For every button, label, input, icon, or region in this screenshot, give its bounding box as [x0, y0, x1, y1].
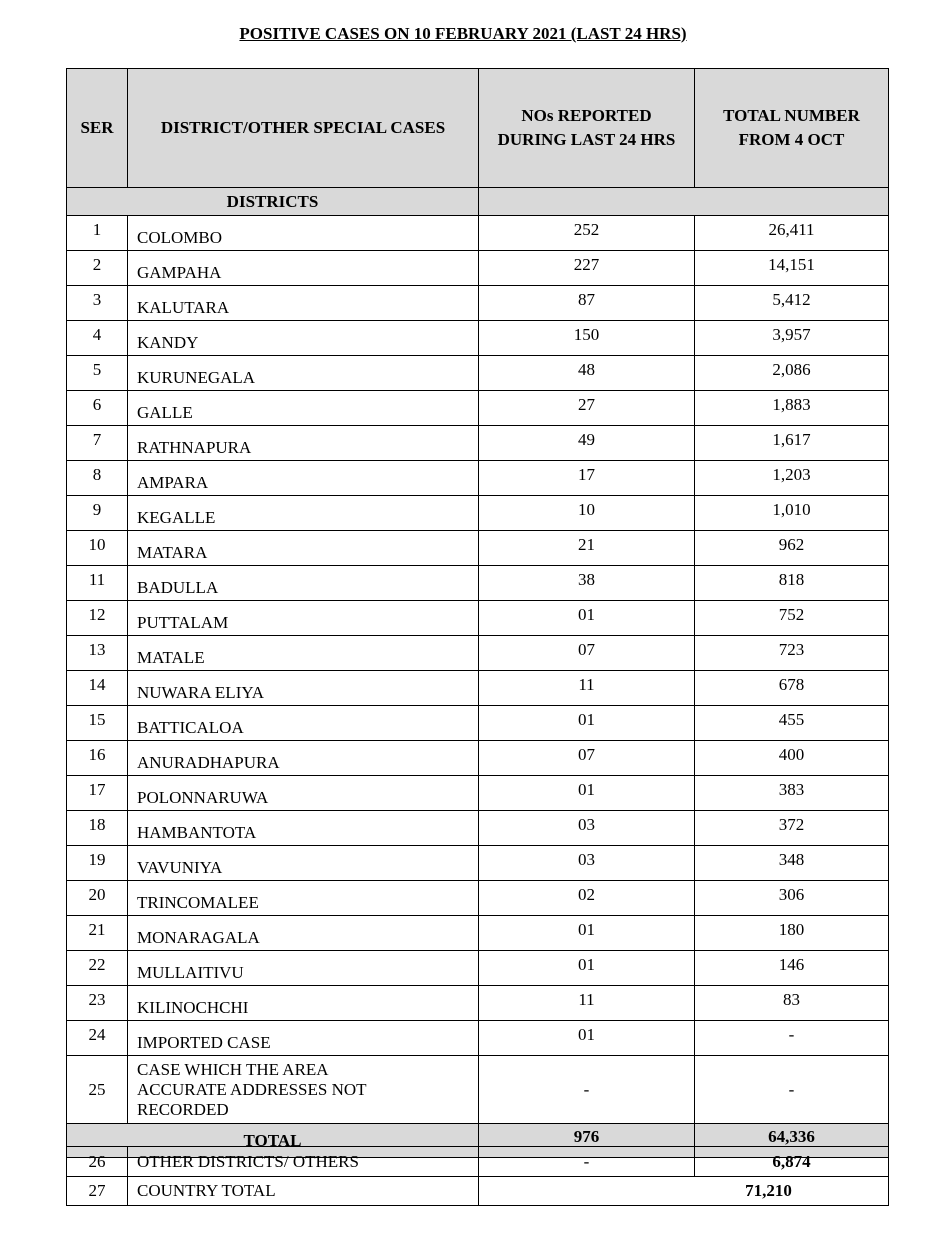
row-ser: 18	[67, 811, 128, 846]
country-total: 71,210	[479, 1177, 889, 1206]
table-row	[67, 251, 889, 286]
table-row	[67, 811, 889, 846]
row-total: 400	[695, 741, 889, 776]
table-row	[67, 496, 889, 531]
row-reported: 27	[479, 391, 695, 426]
row-ser: 22	[67, 951, 128, 986]
row-ser: 1	[67, 216, 128, 251]
header-district	[128, 69, 479, 188]
row-district: NUWARA ELIYA	[128, 671, 479, 706]
table-row	[67, 216, 889, 251]
row-ser: 15	[67, 706, 128, 741]
header-reported-text: NOs REPORTED DURING LAST 24 HRS	[497, 106, 676, 149]
row-district: AMPARA	[128, 461, 479, 496]
row-total: 3,957	[695, 321, 889, 356]
table-row	[67, 356, 889, 391]
row-ser: 14	[67, 671, 128, 706]
row-reported: 03	[479, 846, 695, 881]
row-reported: 38	[479, 566, 695, 601]
row-total: 455	[695, 706, 889, 741]
row-district: KURUNEGALA	[128, 356, 479, 391]
row-district: KEGALLE	[128, 496, 479, 531]
row-district: BADULLA	[128, 566, 479, 601]
country-ser: 27	[67, 1177, 128, 1206]
section-filler	[479, 188, 889, 216]
row-district: COLOMBO	[128, 216, 479, 251]
header-total	[695, 69, 889, 188]
header-reported	[479, 69, 695, 188]
row-ser: 24	[67, 1021, 128, 1056]
table-row	[67, 741, 889, 776]
table-row	[67, 286, 889, 321]
row-reported: 150	[479, 321, 695, 356]
row-district-line: ACCURATE ADDRESSES NOT	[137, 1079, 367, 1099]
row-total: 26,411	[695, 216, 889, 251]
table-row-unrecorded	[67, 1056, 889, 1124]
row-district: POLONNARUWA	[128, 776, 479, 811]
row-district-line: CASE WHICH THE AREA	[137, 1059, 329, 1079]
row-district: IMPORTED CASE	[128, 1021, 479, 1056]
row-ser: 7	[67, 426, 128, 461]
section-label: DISTRICTS	[67, 188, 479, 216]
row-total: 383	[695, 776, 889, 811]
table-row	[67, 601, 889, 636]
row-ser: 23	[67, 986, 128, 1021]
row-reported: 01	[479, 601, 695, 636]
row-total: 1,203	[695, 461, 889, 496]
other-reported: -	[479, 1147, 695, 1177]
table-row	[67, 426, 889, 461]
row-district: TRINCOMALEE	[128, 881, 479, 916]
row-reported: 17	[479, 461, 695, 496]
row-ser: 2	[67, 251, 128, 286]
row-district	[128, 1056, 479, 1124]
country-total-row	[67, 1177, 889, 1206]
row-reported: 07	[479, 636, 695, 671]
row-reported: 11	[479, 986, 695, 1021]
other-total: 6,874	[695, 1147, 889, 1177]
row-ser: 11	[67, 566, 128, 601]
cases-table	[66, 68, 889, 1158]
row-district: GALLE	[128, 391, 479, 426]
row-reported: 01	[479, 706, 695, 741]
summary-table	[66, 1146, 889, 1206]
row-reported: 02	[479, 881, 695, 916]
table-row	[67, 321, 889, 356]
table-row	[67, 986, 889, 1021]
other-ser: 26	[67, 1147, 128, 1177]
row-ser: 21	[67, 916, 128, 951]
row-total: 83	[695, 986, 889, 1021]
table-row	[67, 566, 889, 601]
row-total: 962	[695, 531, 889, 566]
row-total: -	[695, 1056, 889, 1124]
row-total: 348	[695, 846, 889, 881]
row-total: 1,883	[695, 391, 889, 426]
row-district: KILINOCHCHI	[128, 986, 479, 1021]
row-reported: 01	[479, 916, 695, 951]
total-total: 64,336	[695, 1124, 889, 1158]
table-row	[67, 846, 889, 881]
row-ser: 8	[67, 461, 128, 496]
row-ser: 4	[67, 321, 128, 356]
row-ser: 17	[67, 776, 128, 811]
other-districts-row	[67, 1147, 889, 1177]
row-district: MULLAITIVU	[128, 951, 479, 986]
total-label: TOTAL	[67, 1124, 479, 1158]
table-row	[67, 391, 889, 426]
table-row	[67, 636, 889, 671]
row-total: 818	[695, 566, 889, 601]
row-total: 14,151	[695, 251, 889, 286]
row-district: KANDY	[128, 321, 479, 356]
table-row	[67, 881, 889, 916]
row-reported: 01	[479, 776, 695, 811]
row-district: PUTTALAM	[128, 601, 479, 636]
row-total: 146	[695, 951, 889, 986]
row-reported: 01	[479, 1021, 695, 1056]
row-reported: 01	[479, 951, 695, 986]
row-reported: 07	[479, 741, 695, 776]
row-total: 1,010	[695, 496, 889, 531]
row-ser: 20	[67, 881, 128, 916]
table-row	[67, 916, 889, 951]
section-row	[67, 188, 889, 216]
row-ser: 12	[67, 601, 128, 636]
row-district: MONARAGALA	[128, 916, 479, 951]
row-total: 180	[695, 916, 889, 951]
table-row	[67, 1021, 889, 1056]
table-row	[67, 531, 889, 566]
row-total: 2,086	[695, 356, 889, 391]
row-ser: 3	[67, 286, 128, 321]
row-total: 723	[695, 636, 889, 671]
row-district: GAMPAHA	[128, 251, 479, 286]
header-ser: SER	[67, 69, 128, 188]
table-row	[67, 461, 889, 496]
table-row	[67, 951, 889, 986]
row-total: 1,617	[695, 426, 889, 461]
row-district: HAMBANTOTA	[128, 811, 479, 846]
header-row	[67, 69, 889, 188]
row-ser: 25	[67, 1056, 128, 1124]
row-district: BATTICALOA	[128, 706, 479, 741]
row-reported: 03	[479, 811, 695, 846]
row-district: VAVUNIYA	[128, 846, 479, 881]
total-reported: 976	[479, 1124, 695, 1158]
row-total: 678	[695, 671, 889, 706]
row-ser: 10	[67, 531, 128, 566]
row-ser: 6	[67, 391, 128, 426]
row-total: 752	[695, 601, 889, 636]
row-reported: 49	[479, 426, 695, 461]
country-name: COUNTRY TOTAL	[128, 1177, 479, 1206]
row-total: 372	[695, 811, 889, 846]
row-district: MATALE	[128, 636, 479, 671]
row-reported: 21	[479, 531, 695, 566]
header-district-text: DISTRICT/OTHER SPECIAL CASES	[160, 118, 446, 137]
row-total: 306	[695, 881, 889, 916]
row-reported: 10	[479, 496, 695, 531]
row-district: KALUTARA	[128, 286, 479, 321]
row-reported: 227	[479, 251, 695, 286]
row-total: 5,412	[695, 286, 889, 321]
row-ser: 19	[67, 846, 128, 881]
row-district: RATHNAPURA	[128, 426, 479, 461]
row-ser: 13	[67, 636, 128, 671]
row-district: ANURADHAPURA	[128, 741, 479, 776]
table-row	[67, 671, 889, 706]
header-total-text: TOTAL NUMBER FROM 4 OCT	[723, 106, 860, 149]
table-row	[67, 706, 889, 741]
other-name: OTHER DISTRICTS/ OTHERS	[128, 1147, 479, 1177]
row-ser: 16	[67, 741, 128, 776]
table-row	[67, 776, 889, 811]
row-reported: 87	[479, 286, 695, 321]
row-district-line: RECORDED	[137, 1099, 229, 1119]
row-reported: 11	[479, 671, 695, 706]
row-total: -	[695, 1021, 889, 1056]
row-reported: -	[479, 1056, 695, 1124]
row-ser: 5	[67, 356, 128, 391]
row-reported: 252	[479, 216, 695, 251]
document-title: POSITIVE CASES ON 10 FEBRUARY 2021 (LAST 24 HRS)	[239, 24, 687, 43]
row-ser: 9	[67, 496, 128, 531]
row-district: MATARA	[128, 531, 479, 566]
row-reported: 48	[479, 356, 695, 391]
